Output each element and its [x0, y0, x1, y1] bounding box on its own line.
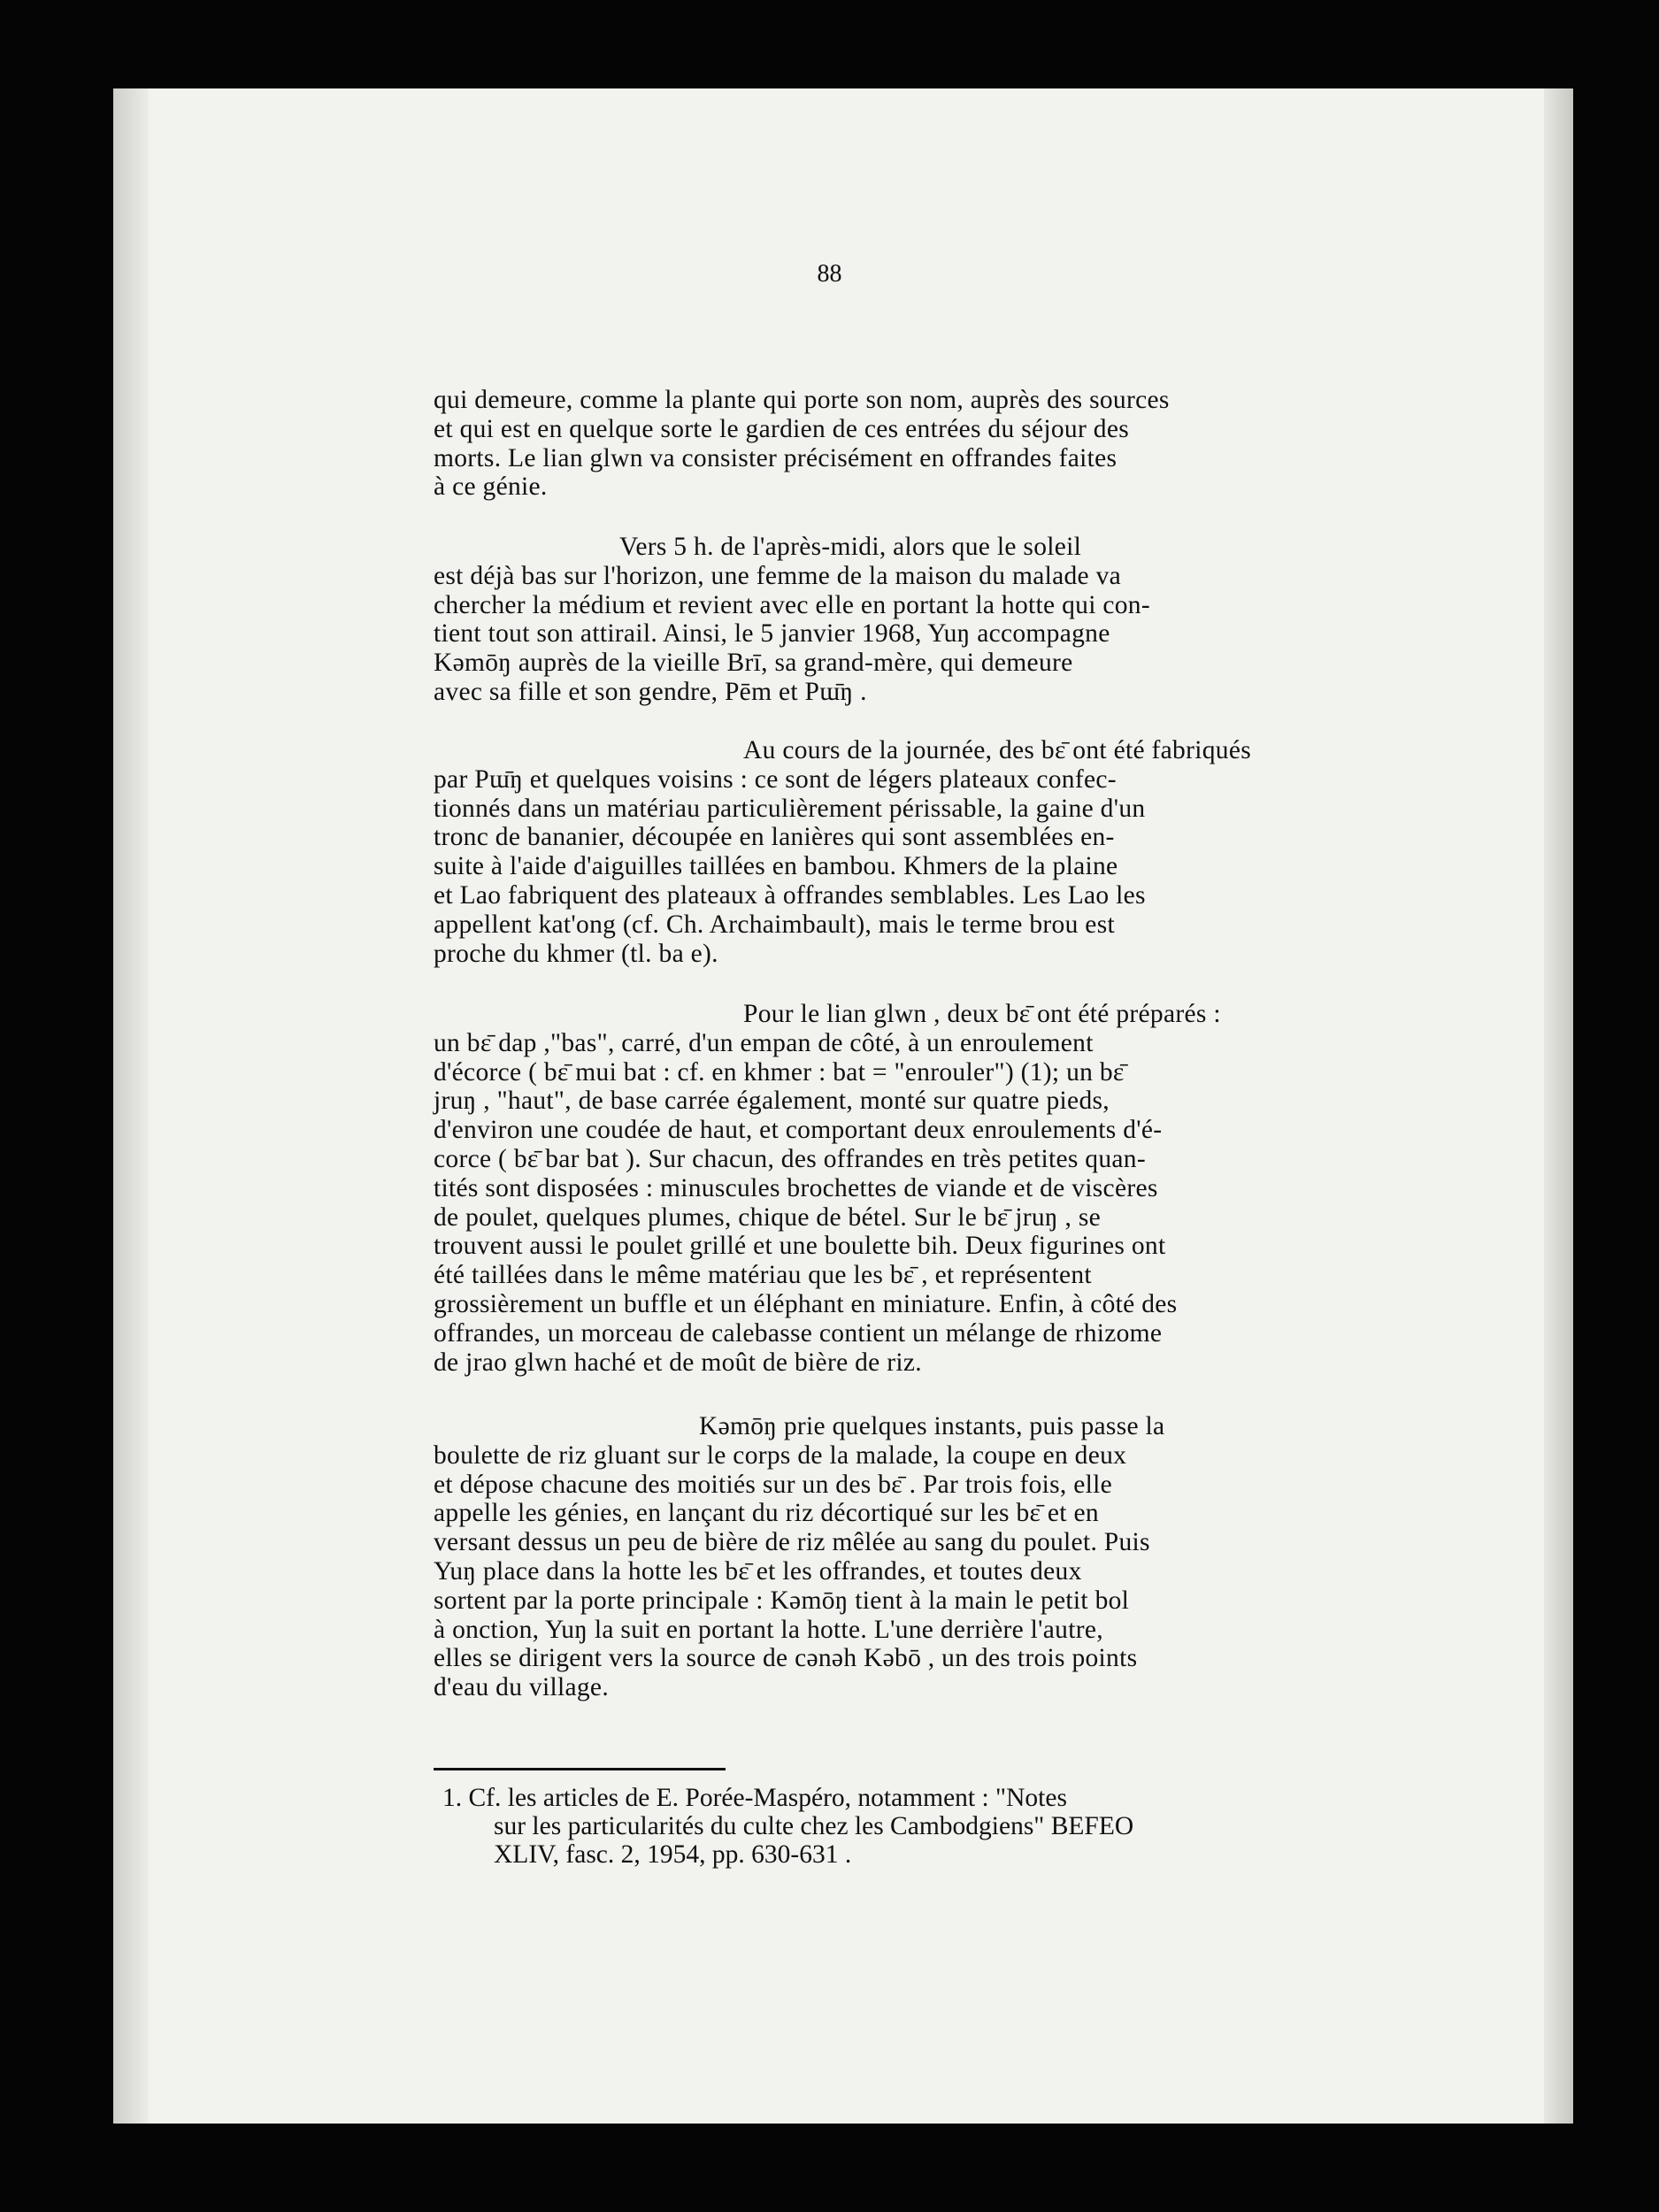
- paragraph-5: [434, 1412, 1460, 1702]
- text-line: et Lao fabriquent des plateaux à offrandes semblables. Les Lao les: [434, 880, 1146, 910]
- text-line: de poulet, quelques plumes, chique de bétel. Sur le bɛ̄ jruŋ , se: [434, 1202, 1102, 1232]
- text-line: avec sa fille et son gendre, Pēm et Pɯ̄ŋ .: [434, 677, 867, 706]
- text-line: Vers 5 h. de l'après-midi, alors que le soleil: [619, 533, 1082, 561]
- text-line: elles se dirigent vers la source de cənəh Kəbō , un des trois points: [434, 1644, 1138, 1673]
- page-left-edge: [113, 88, 149, 2124]
- footnote-line: 1. Cf. les articles de E. Porée-Maspéro, notamment : "Notes: [442, 1784, 1067, 1812]
- paragraph-1: [434, 386, 1460, 502]
- text-line: qui demeure, comme la plante qui porte son nom, auprès des sources: [434, 386, 1170, 414]
- text-line: d'environ une coudée de haut, et comportant deux enroulements d'é-: [434, 1116, 1163, 1145]
- text-line: Kəmōŋ auprès de la vieille Brī, sa grand-mère, qui demeure: [434, 649, 1073, 678]
- text-line: grossièrement un buffle et un éléphant en miniature. Enfin, à côté des: [434, 1289, 1178, 1318]
- text-line: d'écorce ( bɛ̄ mui bat : cf. en khmer : bat = "enrouler") (1); un bɛ̄: [434, 1057, 1125, 1087]
- text-line: morts. Le lian glwn va consister précisément en offrandes faites: [434, 443, 1118, 472]
- text-line: été taillées dans le même matériau que les bɛ̄ , et représentent: [434, 1261, 1092, 1290]
- footnote: [442, 1784, 1460, 1869]
- text-line: tronc de bananier, découpée en lanières qui sont assemblées en-: [434, 823, 1115, 852]
- text-line: et dépose chacune des moitiés sur un des bɛ̄ . Par trois fois, elle: [434, 1470, 1113, 1499]
- page-right-edge: [1544, 88, 1573, 2124]
- text-line: tionnés dans un matériau particulièrement périssable, la gaine d'un: [434, 794, 1146, 823]
- text-line: d'eau du village.: [434, 1673, 610, 1702]
- text-line: chercher la médium et revient avec elle en portant la hotte qui con-: [434, 590, 1150, 619]
- text-line: et qui est en quelque sorte le gardien de ces entrées du séjour des: [434, 414, 1130, 443]
- footnote-line: XLIV, fasc. 2, 1954, pp. 630-631 .: [494, 1840, 852, 1869]
- text-line: boulette de riz gluant sur le corps de la malade, la coupe en deux: [434, 1440, 1127, 1470]
- footnote-line: sur les particularités du culte chez les Cambodgiens" BEFEO: [494, 1812, 1134, 1840]
- text-line: trouvent aussi le poulet grillé et une boulette bih. Deux figurines ont: [434, 1232, 1166, 1261]
- text-line: sortent par la porte principale : Kəmōŋ tient à la main le petit bol: [434, 1586, 1130, 1615]
- text-line: par Pɯ̄ŋ et quelques voisins : ce sont de légers plateaux confec-: [434, 764, 1117, 794]
- paragraph-3: [434, 736, 1460, 968]
- text-line: à onction, Yuŋ la suit en portant la hotte. L'une derrière l'autre,: [434, 1615, 1103, 1644]
- paragraph-4: [434, 1000, 1460, 1377]
- text-line: appelle les génies, en lançant du riz décortiqué sur les bɛ̄ et en: [434, 1499, 1099, 1528]
- text-line: de jrao glwn haché et de moût de bière de riz.: [434, 1348, 922, 1377]
- page-number: 88: [817, 260, 842, 288]
- text-line: versant dessus un peu de bière de riz mêlée au sang du poulet. Puis: [434, 1528, 1150, 1557]
- text-line: appellent kat'ong (cf. Ch. Archaimbault), mais le terme brou est: [434, 910, 1115, 939]
- text-line: un bɛ̄ dap ,"bas", carré, d'un empan de côté, à un enroulement: [434, 1028, 1094, 1057]
- text-line: offrandes, un morceau de calebasse contient un mélange de rhizome: [434, 1318, 1163, 1348]
- text-line: tités sont disposées : minuscules brochettes de viande et de viscères: [434, 1173, 1158, 1202]
- text-line: est déjà bas sur l'horizon, une femme de la maison du malade va: [434, 561, 1122, 590]
- text-line: Pour le lian glwn , deux bɛ̄ ont été préparés :: [743, 1000, 1221, 1028]
- text-line: à ce génie.: [434, 472, 548, 502]
- text-line: tient tout son attirail. Ainsi, le 5 janvier 1968, Yuŋ accompagne: [434, 619, 1110, 649]
- paragraph-2: [434, 533, 1460, 707]
- text-line: Kəmōŋ prie quelques instants, puis passe la: [699, 1412, 1165, 1440]
- text-line: proche du khmer (tl. ba e).: [434, 939, 718, 968]
- text-line: Yuŋ place dans la hotte les bɛ̄ et les offrandes, et toutes deux: [434, 1556, 1082, 1586]
- text-line: corce ( bɛ̄ bar bat ). Sur chacun, des offrandes en très petites quan-: [434, 1144, 1146, 1173]
- text-line: jruŋ , "haut", de base carrée également, monté sur quatre pieds,: [434, 1087, 1110, 1116]
- footnote-rule: [434, 1768, 726, 1770]
- text-line: suite à l'aide d'aiguilles taillées en bambou. Khmers de la plaine: [434, 852, 1118, 881]
- text-line: Au cours de la journée, des bɛ̄ ont été fabriqués: [743, 736, 1251, 764]
